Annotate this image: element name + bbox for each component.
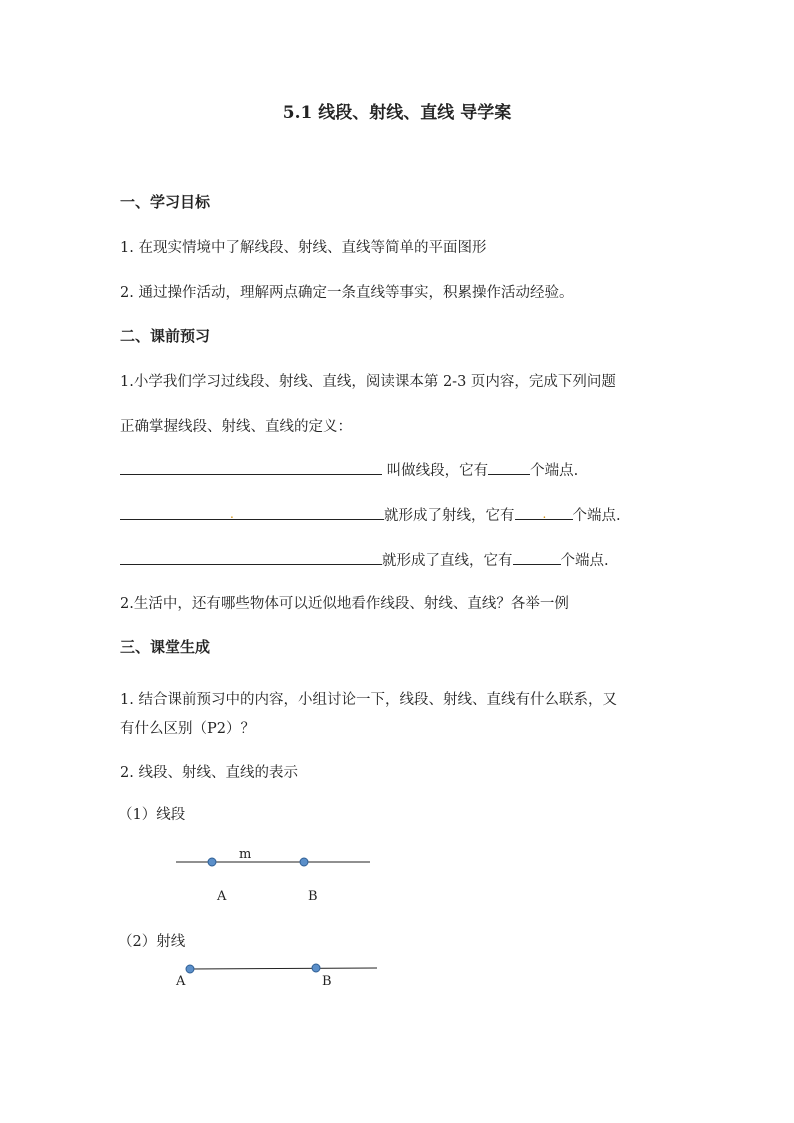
segment-label-a: A [217,889,227,904]
section-heading-goals: 一、学习目标 [120,193,211,211]
class-item-1-line2: 有什么区别（P2）？ [120,721,255,737]
fill-line-end: 个端点. [560,553,609,569]
ray-line [190,968,377,969]
class-item-1-line1: 1. 结合课前预习中的内容，小组讨论一下，线段、射线、直线有什么联系，又 [120,692,617,708]
sub-heading-ray: （2）射线 [118,934,186,950]
goal-item-1: 1. 在现实情境中了解线段、射线、直线等简单的平面图形 [120,240,487,256]
mark-dot: . [230,507,234,521]
fill-ray-end: 个端点. [572,508,621,524]
mark-dot: . [542,507,547,521]
ray-point-b [312,964,320,972]
ray-label-a: A [176,974,186,989]
segment-label-m: m [239,847,252,862]
goal-item-2: 2. 通过操作活动，理解两点确定一条直线等事实，积累操作活动经验。 [120,285,574,301]
class-item-2: 2. 线段、射线、直线的表示 [120,765,298,781]
fill-ray-text: 就形成了射线，它有 [384,508,515,524]
section-heading-preview: 二、课前预习 [120,327,211,345]
segment-point-b [300,858,308,866]
ray-label-b: B [322,974,332,989]
sub-heading-segment: （1）线段 [118,807,186,823]
segment-label-b: B [308,889,318,904]
section-heading-class: 三、课堂生成 [120,638,211,656]
fill-segment-text: 叫做线段，它有 [382,463,489,479]
page-title: 5.1 线段、射线、直线 导学案 [282,103,512,123]
definition-prompt: 正确掌握线段、射线、直线的定义： [120,419,352,435]
fill-line-text: 就形成了直线，它有 [382,553,513,569]
preview-question-2: 2.生活中，还有哪些物体可以近似地看作线段、射线、直线？各举一例 [120,596,569,612]
segment-point-a [208,858,216,866]
fill-segment-end: 个端点. [530,463,579,479]
preview-intro: 1.小学我们学习过线段、射线、直线，阅读课本第 2-3 页内容，完成下列问题 [120,374,616,390]
ray-point-a [186,965,194,973]
